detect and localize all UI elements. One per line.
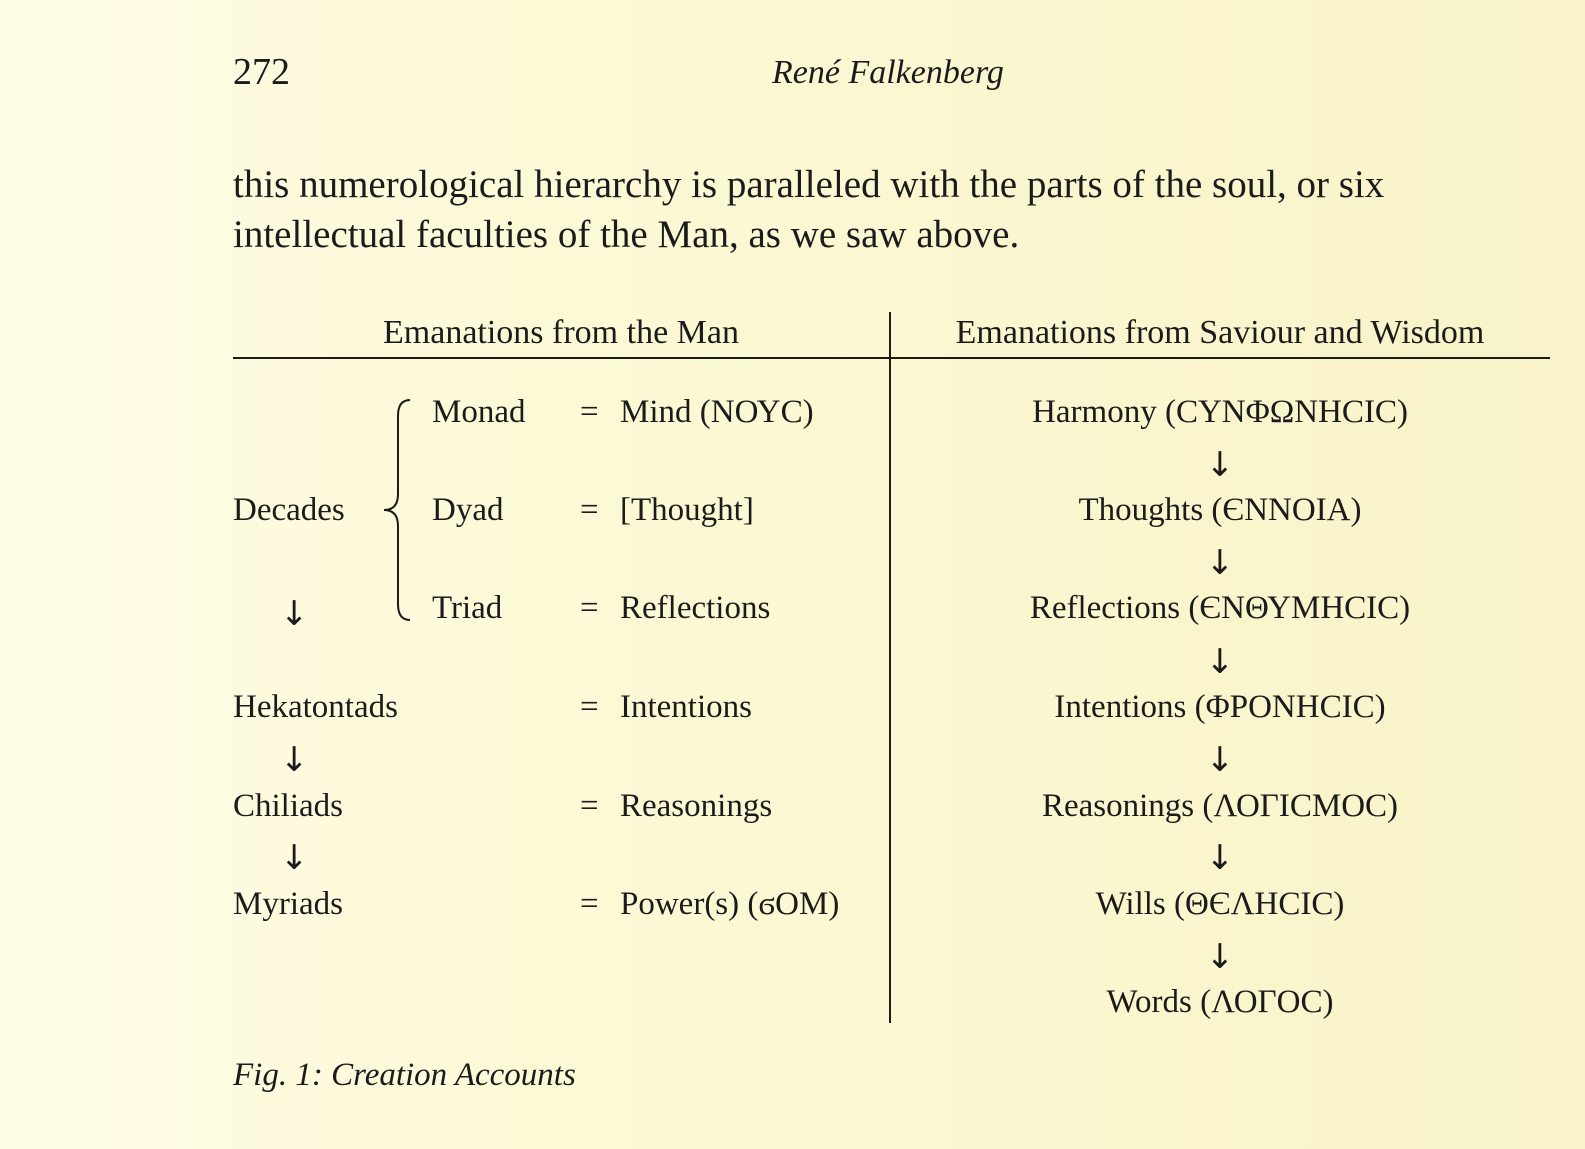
triad-value: Reflections (620, 590, 771, 626)
right-item-harmony: Harmony (ϹΥΝΦΩΝΗϹΙϹ) (1032, 394, 1408, 430)
hekatontads-equals: = (580, 689, 599, 725)
right-arrow-down-icon: ↓ (1205, 445, 1235, 485)
hekatontads-value: Intentions (620, 689, 752, 725)
right-column-header: Emanations from Saviour and Wisdom (955, 314, 1485, 351)
table-column-divider (889, 312, 891, 1023)
dyad-equals: = (580, 492, 599, 528)
right-arrow-down-icon: ↓ (1205, 740, 1235, 780)
body-text-line-1: this numerological hierarchy is paralleled with the parts of the soul, or six (233, 163, 1385, 206)
myriads-label: Myriads (233, 886, 343, 922)
right-item-words: Words (ΛΟΓΟϹ) (1106, 984, 1334, 1020)
right-item-wills: Wills (ΘЄΛΗϹΙϹ) (1095, 886, 1345, 922)
running-header-author: René Falkenberg (772, 54, 1004, 91)
chiliads-value: Reasonings (620, 788, 773, 824)
monad-label: Monad (432, 394, 526, 430)
monad-value: Mind (ΝΟΥϹ) (620, 394, 814, 430)
figure-caption: Fig. 1: Creation Accounts (233, 1057, 576, 1093)
table-header-rule (233, 357, 1550, 359)
right-arrow-down-icon: ↓ (1205, 838, 1235, 878)
chiliads-label: Chiliads (233, 788, 344, 824)
monad-equals: = (580, 394, 599, 430)
dyad-value: [Thought] (620, 492, 754, 528)
dyad-label: Dyad (432, 492, 504, 528)
right-item-reasonings: Reasonings (ΛΟΓΙϹΜΟϹ) (1041, 788, 1399, 824)
left-column-header: Emanations from the Man (383, 314, 739, 351)
hekatontads-label: Hekatontads (233, 689, 398, 725)
body-text-line-2: intellectual faculties of the Man, as we saw above. (233, 213, 1020, 256)
right-arrow-down-icon: ↓ (1205, 543, 1235, 583)
page-number: 272 (233, 51, 290, 93)
left-arrow-down-icon: ↓ (280, 594, 309, 634)
decades-brace (378, 398, 418, 622)
triad-label: Triad (432, 590, 503, 626)
myriads-equals: = (580, 886, 599, 922)
right-arrow-down-icon: ↓ (1205, 937, 1235, 977)
right-item-reflections: Reflections (ЄΝΘΥΜΗϹΙϹ) (1029, 590, 1411, 626)
right-arrow-down-icon: ↓ (1205, 642, 1235, 682)
chiliads-equals: = (580, 788, 599, 824)
left-arrow-down-icon: ↓ (280, 740, 309, 780)
right-item-thoughts: Thoughts (ЄΝΝΟΙΑ) (1078, 492, 1362, 528)
decades-label: Decades (233, 492, 345, 528)
triad-equals: = (580, 590, 599, 626)
myriads-value: Power(s) (ϭΟΜ) (620, 886, 840, 922)
right-item-intentions: Intentions (ΦΡΟΝΗϹΙϹ) (1054, 689, 1386, 725)
left-arrow-down-icon: ↓ (280, 838, 309, 878)
